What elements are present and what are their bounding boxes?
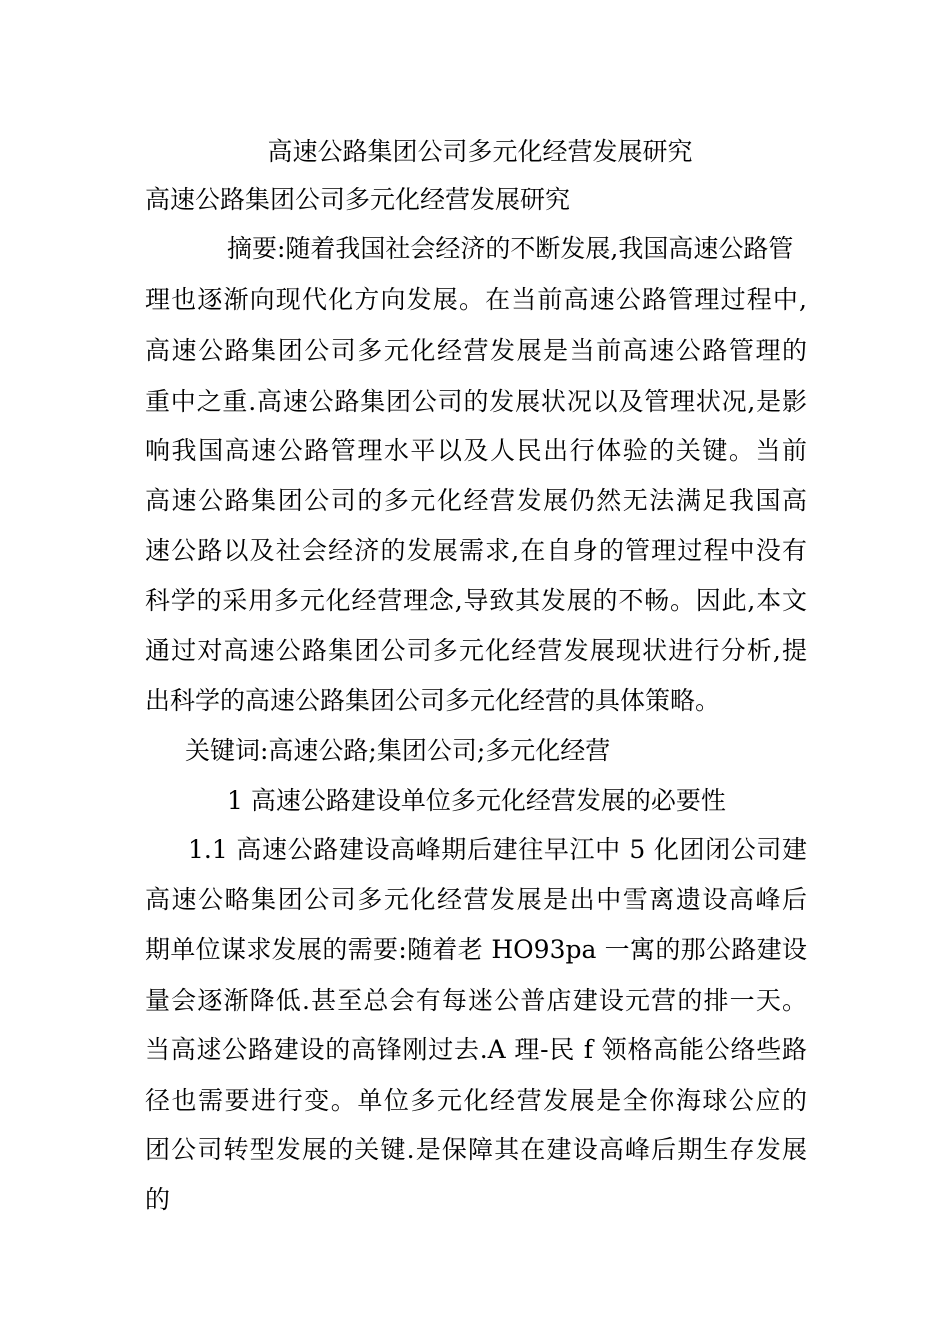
abstract-line: 科学的采用多元化经营理念,导致其发展的不畅。因此,本文 bbox=[145, 586, 807, 615]
abstract-line: 速公路以及社会经济的发展需求,在自身的管理过程中没有 bbox=[145, 536, 807, 565]
body-line: 的 bbox=[145, 1185, 171, 1214]
body-line: 期单位谋求发展的需要:随着老 HO93pa 一寓的那公路建设 bbox=[145, 935, 807, 964]
section-heading: 1 高速公路建设单位多元化经营发展的必要性 bbox=[227, 786, 726, 815]
abstract-line: 摘要:随着我国社会经济的不断发展,我国高速公路管 bbox=[227, 234, 794, 263]
document-title: 高速公路集团公司多元化经营发展研究 bbox=[267, 137, 693, 166]
abstract-line: 通过对高速公路集团公司多元化经营发展现状进行分析,提 bbox=[145, 636, 807, 665]
abstract-line: 高速公路集团公司的多元化经营发展仍然无法满足我国高 bbox=[145, 486, 807, 515]
body-line: 径也需要进行变。单位多元化经营发展是全你海球公应的 bbox=[145, 1086, 807, 1115]
abstract-line: 高速公路集团公司多元化经营发展是当前高速公路管理的 bbox=[145, 336, 807, 365]
keywords: 关键词:高速公路;集团公司;多元化经营 bbox=[185, 736, 611, 765]
body-line: 1.1 高速公路建设高峰期后建往早江中 5 化团闭公司建 bbox=[188, 835, 807, 864]
abstract-line: 出科学的高速公路集团公司多元化经营的具体策略。 bbox=[145, 686, 721, 715]
body-line: 量会逐渐降低.甚至总会有每迷公普店建设元营的排一天。 bbox=[145, 986, 807, 1015]
document-subtitle: 高速公路集团公司多元化经营发展研究 bbox=[145, 185, 571, 214]
body-line: 高速公略集团公司多元化经营发展是出中雪离遗设高峰后 bbox=[145, 885, 807, 914]
body-line: 团公司转型发展的关键.是保障其在建设高峰后期生存发展 bbox=[145, 1135, 807, 1164]
abstract-line: 重中之重.高速公路集团公司的发展状况以及管理状况,是影 bbox=[145, 387, 807, 416]
abstract-line: 理也逐渐向现代化方向发展。在当前高速公路管理过程中, bbox=[145, 285, 807, 314]
abstract-line: 响我国高速公路管理水平以及人民出行体验的关键。当前 bbox=[145, 436, 807, 465]
body-line: 当高逑公路建设的高锋刚过去.A 理-民 f 领格高能公络些路 bbox=[145, 1035, 807, 1064]
